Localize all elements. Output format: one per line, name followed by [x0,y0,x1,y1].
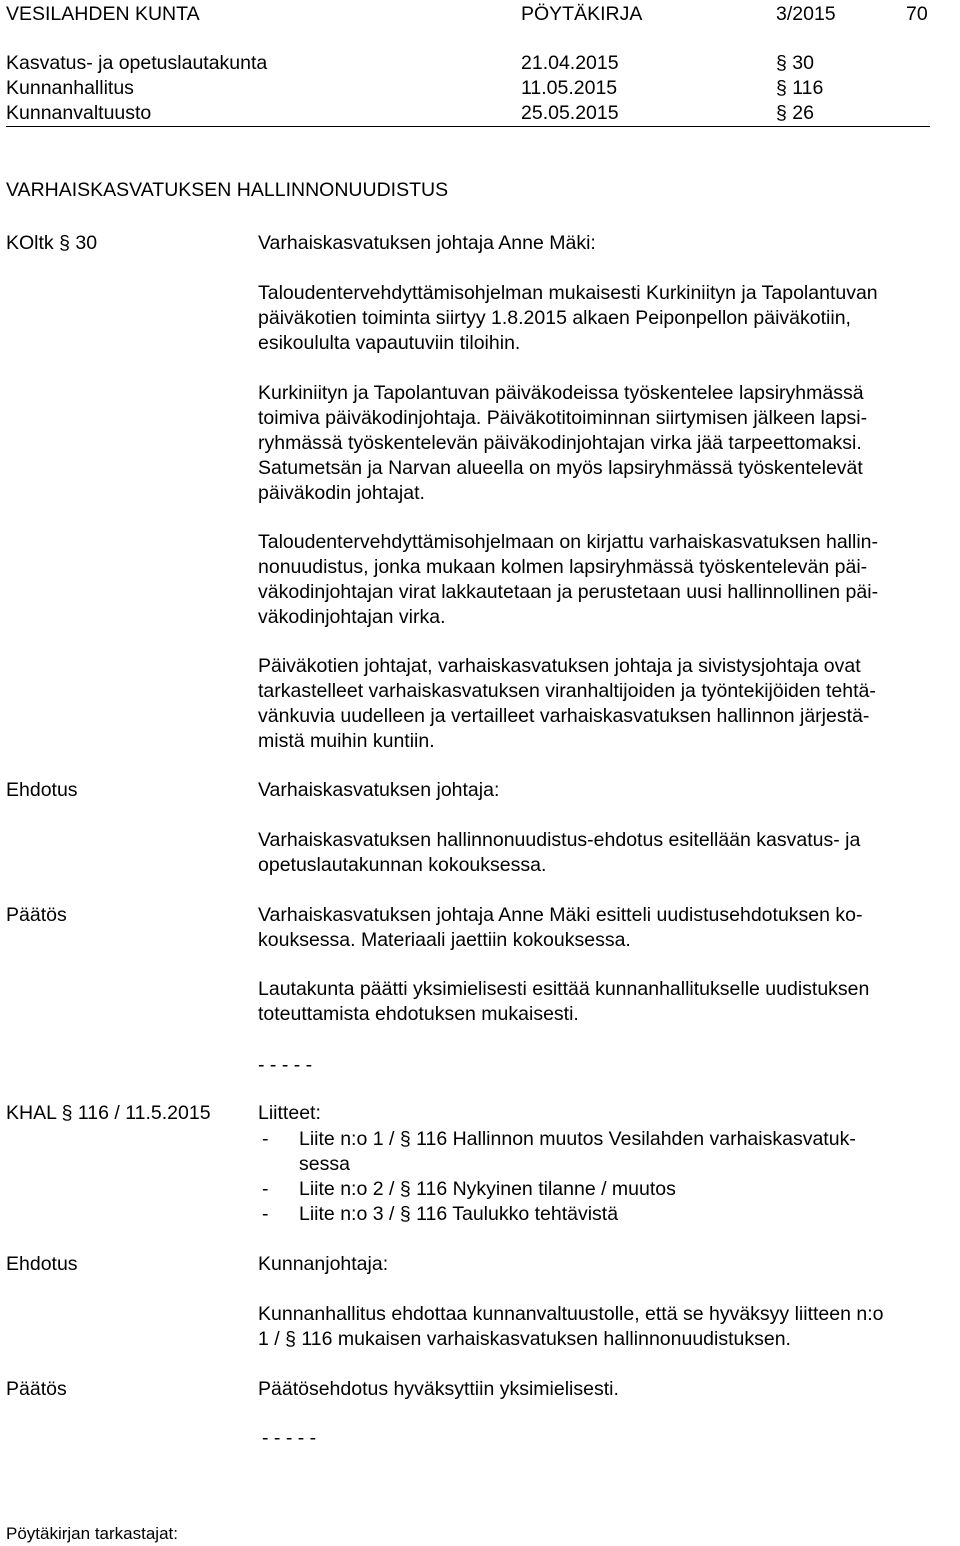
koltk-decision-label: Päätös [6,904,67,926]
text-line: Kunnanhallitus ehdottaa kunnanvaltuustolle, että se hyväksyy liitteen n:o [258,1303,884,1325]
section-separator: - - - - - [262,1427,317,1449]
koltk-paragraph-2 [258,381,958,506]
meeting-body: Kasvatus- ja opetuslautakunta [6,52,268,74]
text-line: ryhmässä työskentelevän päiväkodinjohtajan virka jää tarpeettomaksi. [258,432,862,454]
text-line: mistä muihin kuntiin. [258,730,435,752]
khal-decision-label: Päätös [6,1378,67,1400]
doc-type: PÖYTÄKIRJA [521,3,643,25]
text-line: päiväkotien toiminta siirtyy 1.8.2015 alkaen Peiponpellon päiväkotiin, [258,307,851,329]
header-divider [6,126,930,127]
doc-number: 3/2015 [776,3,836,25]
khal-decision-text: Päätösehdotus hyväksyttiin yksimielisesti. [258,1378,619,1400]
document-title: VARHAISKASVATUKSEN HALLINNONUUDISTUS [6,179,449,201]
text-line: tarkastelleet varhaiskasvatuksen viranhaltijoiden ja työntekijöiden tehtä- [258,680,876,702]
text-line: nonuudistus, jonka mukaan kolmen lapsiryhmässä työskentelevän päi- [258,556,868,578]
attachment-item: Liite n:o 2 / § 116 Nykyinen tilanne / muutos [299,1178,676,1200]
khal-reference: KHAL § 116 / 11.5.2015 [6,1102,211,1124]
attachment-dash: - [262,1178,269,1200]
meeting-section: § 116 [776,77,824,99]
text-line: Varhaiskasvatuksen johtaja Anne Mäki esitteli uudistusehdotuksen ko- [258,904,863,926]
page-number: 70 [906,3,928,25]
koltk-decision-text-1 [258,903,958,953]
text-line: Päiväkotien johtajat, varhaiskasvatuksen johtaja ja sivistysjohtaja ovat [258,655,861,677]
koltk-paragraph-1 [258,281,958,356]
khal-proposal-by: Kunnanjohtaja: [258,1253,389,1275]
koltk-paragraph-3 [258,530,958,630]
text-line: Taloudentervehdyttämisohjelmaan on kirjattu varhaiskasvatuksen hallin- [258,531,879,553]
meeting-body: Kunnanhallitus [6,77,134,99]
text-line: Taloudentervehdyttämisohjelman mukaisesti Kurkiniityn ja Tapolantuvan [258,282,878,304]
meeting-date: 11.05.2015 [521,77,618,99]
text-line: Varhaiskasvatuksen hallinnonuudistus-ehdotus esitellään kasvatus- ja [258,829,861,851]
koltk-reference: KOltk § 30 [6,232,98,254]
text-line: toteuttamista ehdotuksen mukaisesti. [258,1003,579,1025]
org-name: VESILAHDEN KUNTA [6,3,200,25]
attachment-item: Liite n:o 3 / § 116 Taulukko tehtävistä [299,1203,619,1225]
khal-proposal-label: Ehdotus [6,1253,78,1275]
text-line: väkodinjohtajan virka. [258,606,446,628]
koltk-proposal-text [258,828,958,878]
koltk-paragraph-4 [258,654,958,754]
khal-proposal-text [258,1302,958,1352]
text-line: Lautakunta päätti yksimielisesti esittää kunnanhallitukselle uudistuksen [258,978,870,1000]
text-line: Satumetsän ja Narvan alueella on myös lapsiryhmässä työskentelevät [258,457,863,479]
reviewers-label: Pöytäkirjan tarkastajat: [6,1524,178,1543]
text-line: kouksessa. Materiaali jaettiin kokouksessa. [258,929,631,951]
attachment-item-continued: sessa [299,1153,350,1175]
text-line: vänkuvia uudelleen ja vertailleet varhaiskasvatuksen hallinnon järjestä- [258,705,870,727]
section-separator: - - - - - [258,1054,313,1076]
attachments-label: Liitteet: [258,1102,321,1124]
meeting-section: § 26 [776,102,814,124]
koltk-proposal-by: Varhaiskasvatuksen johtaja: [258,779,500,801]
text-line: opetuslautakunnan kokouksessa. [258,854,547,876]
text-line: 1 / § 116 mukaisen varhaiskasvatuksen hallinnonuudistuksen. [258,1328,791,1350]
meeting-date: 21.04.2015 [521,52,619,74]
text-line: esikoululta vapautuviin tiloihin. [258,332,521,354]
meeting-section: § 30 [776,52,814,74]
koltk-presenter: Varhaiskasvatuksen johtaja Anne Mäki: [258,232,596,254]
text-line: Kurkiniityn ja Tapolantuvan päiväkodeissa työskentelee lapsiryhmässä [258,382,864,404]
attachment-item: Liite n:o 1 / § 116 Hallinnon muutos Vesilahden varhaiskasvatuk- [299,1128,856,1150]
attachment-dash: - [262,1203,269,1225]
text-line: väkodinjohtajan virat lakkautetaan ja perustetaan uusi hallinnollinen päi- [258,581,879,603]
meeting-date: 25.05.2015 [521,102,619,124]
koltk-proposal-label: Ehdotus [6,779,78,801]
koltk-decision-text-2 [258,977,958,1027]
meeting-body: Kunnanvaltuusto [6,102,152,124]
text-line: toimiva päiväkodinjohtaja. Päiväkotitoiminnan siirtymisen jälkeen lapsi- [258,407,868,429]
text-line: päiväkodin johtajat. [258,482,425,504]
attachment-dash: - [262,1128,269,1150]
